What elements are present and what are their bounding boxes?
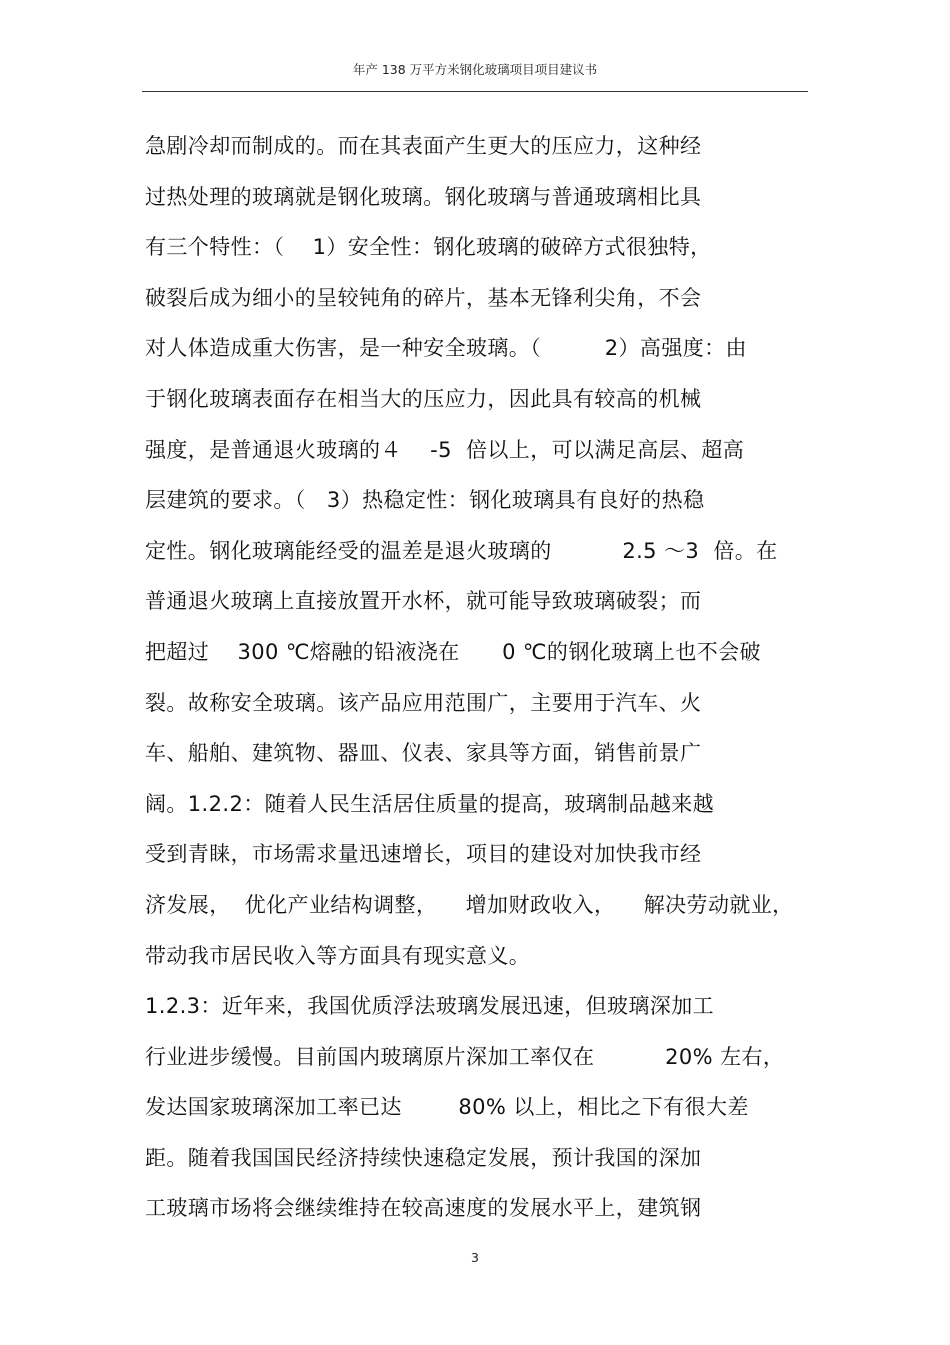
page-number — [0, 1250, 950, 1265]
text-line: 对人体造成重大伤害，是一种安全玻璃。（ 2）高强度：由 — [145, 336, 747, 361]
text-line: 受到青睐，市场需求量迅速增长，项目的建设对加快我市经 — [145, 842, 702, 867]
text-line: 强度，是普通退火玻璃的４ -5 倍以上，可以满足高层、超高 — [145, 437, 745, 462]
text-line: 把超过 300 ℃熔融的铅液浇在 0 ℃的钢化玻璃上也不会破 — [145, 639, 761, 664]
text-line: 普通退火玻璃上直接放置开水杯，就可能导致玻璃破裂；而 — [145, 589, 702, 614]
document-title: 年产 138 万平方米钢化玻璃项目项目建议书 — [352, 62, 598, 77]
text-line: 急剧冷却而制成的。而在其表面产生更大的压应力，这种经 — [145, 134, 702, 158]
text-line: 破裂后成为细小的呈较钝角的碎片，基本无锋利尖角，不会 — [145, 285, 702, 310]
body-text — [145, 128, 815, 1241]
text-line: 有三个特性：（ 1）安全性：钢化玻璃的破碎方式很独特， — [145, 235, 712, 260]
header-divider — [142, 91, 808, 92]
page-header — [0, 62, 950, 78]
text-line: 于钢化玻璃表面存在相当大的压应力，因此具有较高的机械 — [145, 386, 702, 411]
text-line: 层建筑的要求。（ 3）热稳定性：钢化玻璃具有良好的热稳 — [145, 488, 705, 513]
text-line: 阔。1.2.2：随着人民生活居住质量的提高，玻璃制品越来越 — [145, 791, 715, 816]
text-line: 裂。故称安全玻璃。该产品应用范围广，主要用于汽车、火 — [145, 690, 702, 715]
text-line: 距。随着我国国民经济持续快速稳定发展，预计我国的深加 — [145, 1145, 702, 1170]
text-line: 过热处理的玻璃就是钢化玻璃。钢化玻璃与普通玻璃相比具 — [145, 184, 702, 209]
text-line: 行业进步缓慢。目前国内玻璃原片深加工率仅在 20% 左右， — [145, 1044, 785, 1069]
text-line: 定性。钢化玻璃能经受的温差是退火玻璃的 2.5 ～3 倍。在 — [145, 538, 778, 563]
text-line: 1.2.3：近年来，我国优质浮法玻璃发展迅速，但玻璃深加工 — [145, 994, 715, 1019]
text-line: 济发展， 优化产业结构调整， 增加财政收入， 解决劳动就业， — [145, 892, 794, 917]
page-number-text: 3 — [471, 1250, 479, 1265]
text-line: 工玻璃市场将会继续维持在较高速度的发展水平上，建筑钢 — [145, 1196, 702, 1221]
text-line: 车、船舶、建筑物、器皿、仪表、家具等方面，销售前景广 — [145, 741, 702, 766]
text-line: 带动我市居民收入等方面具有现实意义。 — [145, 943, 531, 968]
text-line: 发达国家玻璃深加工率已达 80% 以上，相比之下有很大差 — [145, 1095, 749, 1120]
